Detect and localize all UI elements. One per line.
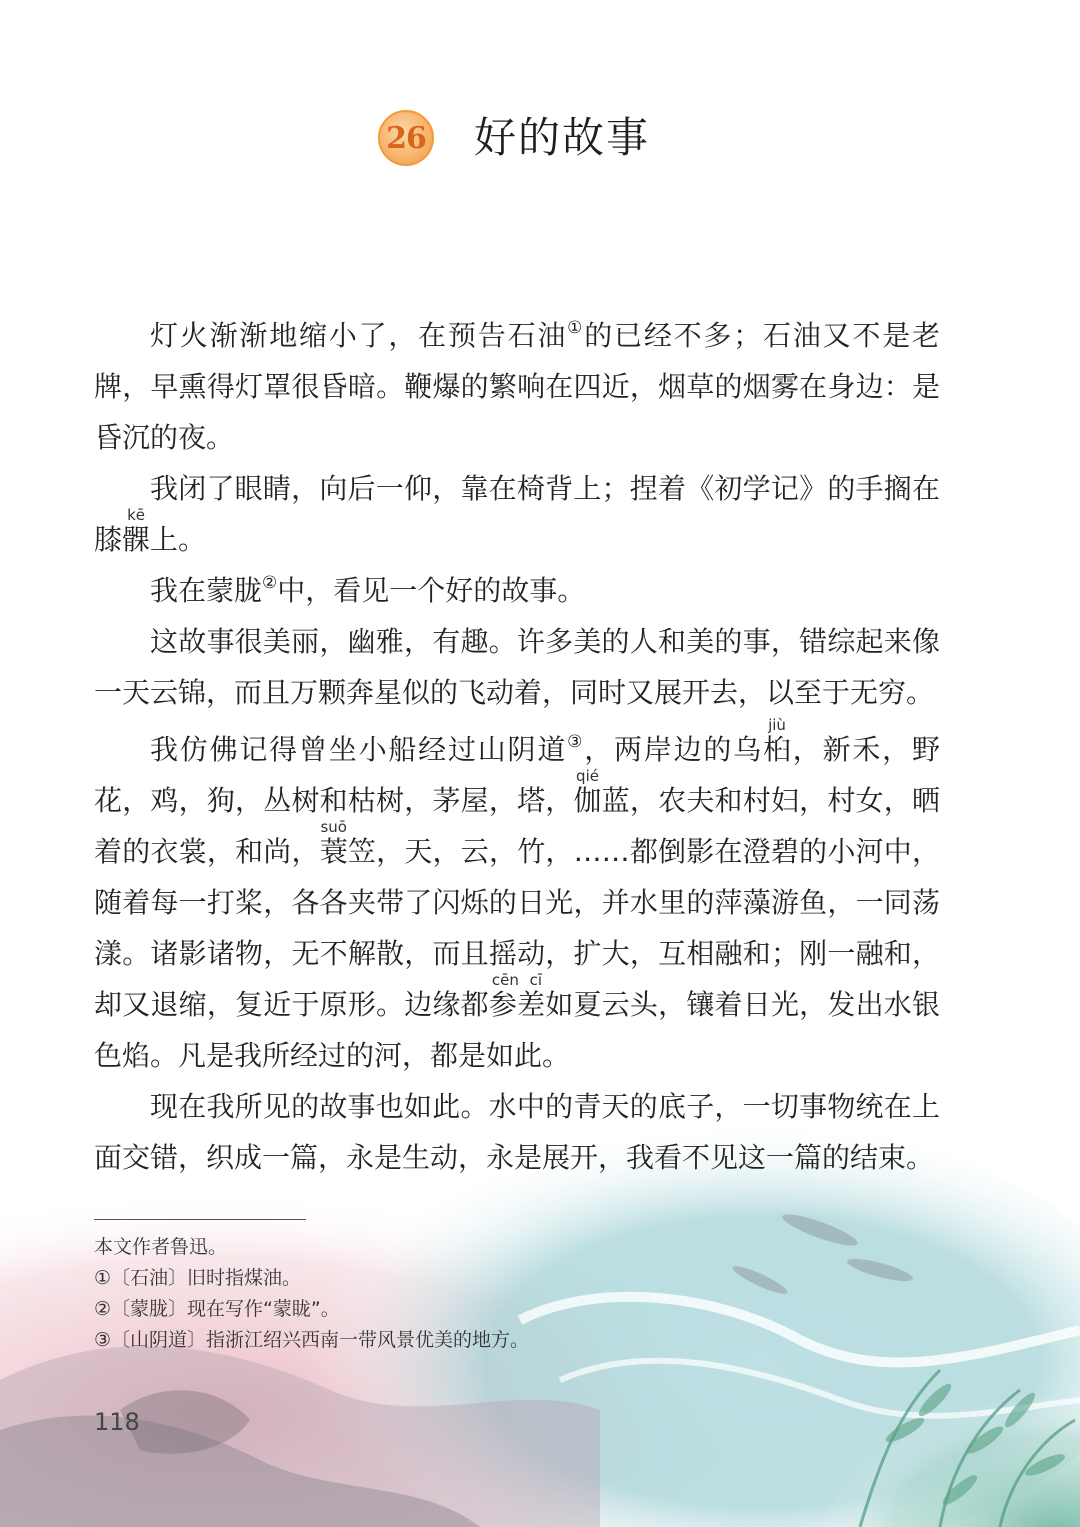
pinyin-annotation: 蓑suō xyxy=(319,818,348,868)
footnote-marker: ② xyxy=(262,573,278,593)
pinyin-annotation: 伽qié xyxy=(573,767,602,817)
lesson-title: 好的故事 xyxy=(474,113,651,162)
lesson-header xyxy=(0,110,1080,170)
footnotes xyxy=(94,1232,794,1356)
paragraph: 我闭了眼睛，向后一仰，靠在椅背上；捏着《初学记》的手搁在膝髁kē上。 xyxy=(94,472,940,556)
pinyin-annotation: 髁kē xyxy=(122,506,151,556)
footnote-2: ②〔蒙胧〕现在写作“蒙眬”。 xyxy=(94,1298,340,1320)
pinyin-annotation: 参差cēn cī xyxy=(488,971,546,1021)
paragraph: 我在蒙胧②中，看见一个好的故事。 xyxy=(150,573,586,607)
paragraph: 灯火渐渐地缩小了，在预告石油①的已经不多；石油又不是老牌，早熏得灯罩很昏暗。鞭爆的繁响在四近，烟草的烟雾在身边：是昏沉的夜。 xyxy=(94,318,940,454)
page-number: 118 xyxy=(94,1408,140,1436)
footnote-marker: ③ xyxy=(567,732,585,752)
paragraph: 这故事很美丽，幽雅，有趣。许多美的人和美的事，错综起来像一天云锦，而且万颗奔星似的飞动着，同时又展开去，以至于无穷。 xyxy=(94,625,940,709)
footnote-1: ①〔石油〕旧时指煤油。 xyxy=(94,1267,302,1289)
paragraph: 现在我所见的故事也如此。水中的青天的底子，一切事物统在上面交错，织成一篇，永是生动，永是展开，我看不见这一篇的结束。 xyxy=(94,1090,940,1174)
lesson-number-badge: 26 xyxy=(378,110,434,166)
footnote-3: ③〔山阴道〕指浙江绍兴西南一带风景优美的地方。 xyxy=(94,1329,530,1351)
footnote-marker: ① xyxy=(567,318,585,338)
article-body xyxy=(94,310,940,1183)
pinyin-annotation: 桕jiù xyxy=(762,716,793,766)
footnote-divider xyxy=(94,1219,306,1220)
paragraph: 我仿佛记得曾坐小船经过山阴道③，两岸边的乌桕jiù，新禾，野花，鸡，狗，丛树和枯树，茅屋，塔，伽qié蓝，农夫和村妇，村女，晒着的衣裳，和尚，蓑suō笠，天，云，竹，……都倒影在澄碧的小河中，随着每一打桨，各各夹带了闪烁的日光，并水里的萍藻游鱼，一同荡漾。诸影诸物，无不解散，而且摇动，扩大，互相融和；刚一融和，却又退缩，复近于原形。边缘都参差cēn cī如夏云头，镶着日光，发出水银色焰。凡是我所经过的河，都是如此。 xyxy=(94,716,940,1072)
footnote-author: 本文作者鲁迅。 xyxy=(94,1236,228,1258)
